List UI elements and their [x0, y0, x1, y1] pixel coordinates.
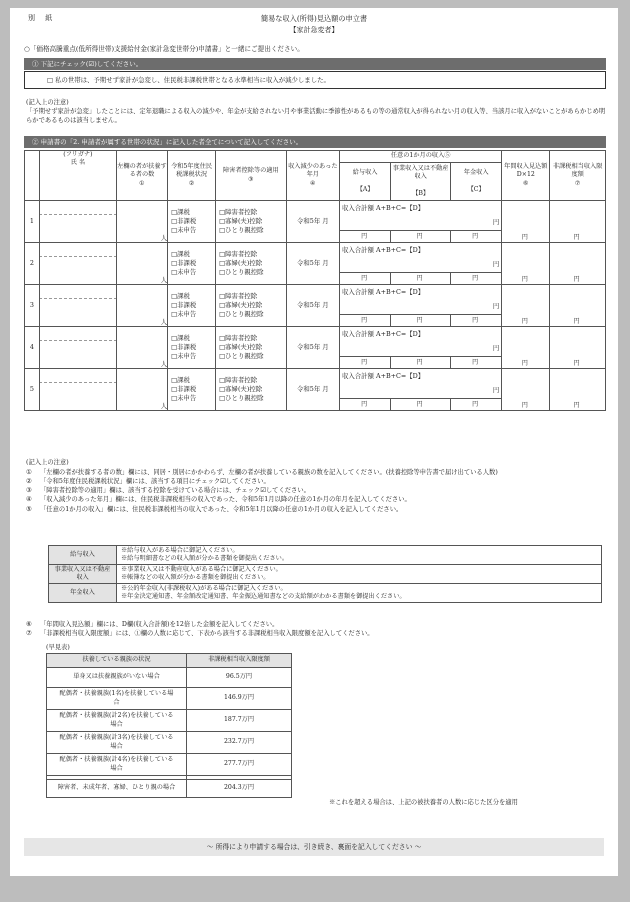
note-item — [26, 468, 608, 477]
nontax-limit-cell[interactable] — [550, 369, 606, 411]
status-cell: 配偶者・扶養親族(計4名)を扶養している場合 — [47, 754, 187, 776]
dependents-cell[interactable] — [116, 327, 167, 369]
notes2-list — [26, 468, 608, 514]
hdr-reduction-month: 収入減少のあった年月 ④ — [286, 151, 339, 201]
annual-estimate-cell[interactable] — [502, 327, 550, 369]
pension-income-cell[interactable] — [451, 399, 502, 411]
income-total-label: 収入合計額 A+B+C=【D】 — [342, 246, 425, 254]
table-row — [25, 327, 606, 357]
quick-ref-table — [46, 653, 292, 798]
hdr-monthly-income: 任意の1か月の収入⑤ — [340, 151, 502, 163]
income-total-cell[interactable] — [340, 243, 502, 273]
special-amount-cell: 204.3万円 — [187, 780, 292, 798]
tax-option-checkbox[interactable]: □未申告 — [171, 268, 197, 277]
deduction-option-checkbox[interactable]: □ひとり親控除 — [219, 352, 264, 361]
yen-unit: 円 — [361, 274, 368, 282]
pension-income-cell[interactable] — [451, 357, 502, 369]
table-row — [47, 668, 292, 688]
quick-ref-note: ※これを超える場合は、上記の被扶養者の人数に応じた区分を適用 — [329, 799, 518, 806]
tax-option-checkbox[interactable]: □非課税 — [171, 216, 197, 225]
yen-unit: 円 — [492, 302, 500, 311]
yen-unit: 円 — [573, 276, 580, 284]
note-text: 「任意の1か月の収入」欄には、住民税非課税相当の収入であった、令和5年1月以降の任意の1か月の収入を記入してください。 — [40, 505, 403, 513]
business-income-cell[interactable] — [391, 315, 451, 327]
income-total-label: 収入合計額 A+B+C=【D】 — [342, 372, 425, 380]
hdr-annual-estimate: 年間収入見込額 D×12 ⑥ — [502, 151, 550, 201]
family-emergency-checkbox[interactable]: □ 私の世帯は、予期せず家計が急変し、住民税非課税世帯となる水準相当に収入が減少しました。 — [47, 76, 330, 84]
tax-status-cell[interactable] — [168, 243, 216, 285]
note-text: 「令和5年度住民税課税状況」欄には、該当する項目にチェック☑してください。 — [40, 478, 270, 486]
intro-text: ○「価格高騰重点(低所得世帯)支援給付金(家計急変世帯分)申請書」と一緒にご提出ください。 — [24, 45, 304, 53]
desc-line: ※公的年金収入(非課税収入)がある場合に御記入ください。 — [121, 585, 287, 593]
amount-cell: 96.5万円 — [187, 668, 292, 688]
business-income-cell[interactable] — [391, 399, 451, 411]
name-cell[interactable] — [39, 327, 116, 369]
table-row — [47, 688, 292, 710]
note-item — [26, 486, 608, 495]
notes1-text: 「予期せず家計が急変」したことには、定年退職による収入の減少や、年金が支給されない月や事業活動に季節性があるもの等の通常収入が得られない月の収入等、当該月に収入がないことがあらかじめ明らかであるものは該当しません。 — [26, 108, 606, 125]
income-type-cell: 事業収入又は不動産収入 — [49, 565, 117, 584]
tax-option-checkbox[interactable]: □未申告 — [171, 226, 197, 235]
tax-option-checkbox[interactable]: □非課税 — [171, 384, 197, 393]
note-text: 「非課税相当収入限度額」には、①欄の人数に応じて、下表から該当する非課税相当収入限度額を記入してください。 — [40, 630, 374, 638]
tax-option-checkbox[interactable]: □課税 — [171, 291, 190, 300]
salary-income-cell[interactable] — [340, 315, 391, 327]
notes1-heading: (記入上の注意) — [26, 99, 69, 106]
yen-unit: 円 — [573, 402, 580, 410]
yen-unit: 円 — [521, 234, 528, 242]
tax-option-checkbox[interactable]: □非課税 — [171, 258, 197, 267]
yen-unit: 円 — [573, 318, 580, 326]
quick-ref-col-amount: 非課税相当収入限度額 — [187, 654, 292, 668]
tax-option-checkbox[interactable]: □未申告 — [171, 394, 197, 403]
note-item — [26, 505, 608, 514]
business-income-cell[interactable] — [391, 357, 451, 369]
section2-bar: ② 申請書の「2. 申請者が属する世帯の状況」に記入した者全てについて記入してください。 — [24, 136, 606, 148]
yen-unit: 円 — [492, 386, 500, 395]
status-cell: 配偶者・扶養親族(1名)を扶養している場合 — [47, 688, 187, 710]
deduction-option-checkbox[interactable]: □寡婦(夫)控除 — [219, 300, 263, 309]
person-unit: 人 — [160, 401, 168, 410]
yen-unit: 円 — [361, 400, 368, 408]
yen-unit: 円 — [416, 316, 423, 324]
section1-box — [24, 71, 606, 89]
notes3-list — [26, 620, 608, 638]
desc-line: ※事業収入又は不動産収入がある場合に御記入ください。 — [121, 566, 282, 574]
yen-unit: 円 — [521, 402, 528, 410]
status-cell: 単身又は扶養親族がいない場合 — [47, 668, 187, 688]
dependents-cell[interactable] — [116, 243, 167, 285]
income-type-desc — [117, 584, 602, 603]
annual-estimate-cell[interactable] — [502, 369, 550, 411]
name-cell[interactable] — [39, 243, 116, 285]
desc-line: ※年金決定通知書、年金額改定通知書、年金振込通知書などの支給額がわかる書類を御提出ください。 — [121, 593, 406, 601]
yen-unit: 円 — [521, 318, 528, 326]
note-number: ⑦ — [26, 630, 32, 638]
yen-unit: 円 — [361, 358, 368, 366]
tax-option-checkbox[interactable]: □未申告 — [171, 310, 197, 319]
tax-status-cell[interactable] — [168, 285, 216, 327]
amount-cell: 277.7万円 — [187, 754, 292, 776]
deduction-option-checkbox[interactable]: □寡婦(夫)控除 — [219, 258, 263, 267]
deduction-option-checkbox[interactable]: □ひとり親控除 — [219, 310, 264, 319]
table-row — [25, 243, 606, 273]
name-cell[interactable] — [39, 369, 116, 411]
row-number: 5 — [25, 369, 40, 411]
deduction-option-checkbox[interactable]: □寡婦(夫)控除 — [219, 216, 263, 225]
hdr-deductions: 障害者控除等の適用 ③ — [216, 151, 286, 201]
tax-status-cell[interactable] — [168, 369, 216, 411]
deduction-option-checkbox[interactable]: □ひとり親控除 — [219, 394, 264, 403]
row-number: 4 — [25, 327, 40, 369]
name-cell[interactable] — [39, 285, 116, 327]
yen-unit: 円 — [492, 260, 500, 269]
yen-unit: 円 — [361, 316, 368, 324]
hdr-pension: 年金収入 【C】 — [451, 163, 502, 201]
hdr-nontax-limit: 非課税相当収入限度額 ⑦ — [550, 151, 606, 201]
tax-option-checkbox[interactable]: □課税 — [171, 207, 190, 216]
note-number: ③ — [26, 487, 32, 495]
reduction-month-cell[interactable]: 令和5年 月 — [286, 369, 339, 411]
reduction-month-cell[interactable]: 令和5年 月 — [286, 327, 339, 369]
note-text: 「収入減少のあった年月」欄には、住民税非課税相当の収入であった、令和5年1月以降の任意の1か月の年月を記入してください。 — [40, 496, 411, 504]
deduction-option-checkbox[interactable]: □ひとり親控除 — [219, 226, 264, 235]
pension-income-cell[interactable] — [451, 273, 502, 285]
table-row — [25, 369, 606, 399]
deduction-cell[interactable] — [216, 369, 286, 411]
note-number: ④ — [26, 496, 32, 504]
note-number: ① — [26, 469, 32, 476]
person-unit: 人 — [160, 359, 168, 368]
salary-income-cell[interactable] — [340, 357, 391, 369]
table-row — [47, 780, 292, 798]
income-total-label: 収入合計額 A+B+C=【D】 — [342, 330, 425, 338]
row-number: 3 — [25, 285, 40, 327]
document-subtitle: 【家計急変者】 — [289, 26, 339, 34]
desc-line: ※帳簿などの収入額が分かる書類を御提出ください。 — [121, 574, 270, 582]
annual-estimate-cell[interactable] — [502, 201, 550, 243]
note-number: ⑤ — [26, 505, 32, 513]
hdr-salary: 給与収入 【A】 — [340, 163, 391, 201]
nontax-limit-cell[interactable] — [550, 243, 606, 285]
person-unit: 人 — [160, 233, 168, 242]
quick-ref-col-status: 扶養している親族の状況 — [47, 654, 187, 668]
yen-unit: 円 — [521, 360, 528, 368]
reduction-month-cell[interactable]: 令和5年 月 — [286, 243, 339, 285]
yen-unit: 円 — [472, 232, 479, 240]
yen-unit: 円 — [573, 234, 580, 242]
table-row — [49, 584, 602, 603]
yen-unit: 円 — [416, 232, 423, 240]
special-status-cell: 障害者、未成年者、寡婦、ひとり親の場合 — [47, 780, 187, 798]
income-total-label: 収入合計額 A+B+C=【D】 — [342, 204, 425, 212]
note-item — [26, 620, 608, 629]
hdr-tax-status: 令和5年度住民税課税状況 ② — [168, 151, 216, 201]
row-number: 1 — [25, 201, 40, 243]
nontax-limit-cell[interactable] — [550, 201, 606, 243]
notes2-heading: (記入上の注意) — [26, 459, 69, 466]
income-total-cell[interactable] — [340, 201, 502, 231]
dependents-cell[interactable] — [116, 201, 167, 243]
note-text: 「障害者控除等の適用」欄は、該当する控除を受けている場合には、チェック☑してください。 — [40, 487, 310, 495]
reduction-month-cell[interactable]: 令和5年 月 — [286, 285, 339, 327]
deduction-option-checkbox[interactable]: □寡婦(夫)控除 — [219, 342, 263, 351]
tax-option-checkbox[interactable]: □課税 — [171, 249, 190, 258]
note-text: 「年間収入見込額」欄には、D欄(収入合計額)を12倍した金額を記入してください。 — [40, 621, 279, 628]
yen-unit: 円 — [416, 358, 423, 366]
document-title: 簡易な収入(所得)見込額の申立書 — [260, 14, 368, 23]
deduction-option-checkbox[interactable]: □ひとり親控除 — [219, 268, 264, 277]
yen-unit: 円 — [492, 344, 500, 353]
dependents-cell[interactable] — [116, 369, 167, 411]
tax-status-cell[interactable] — [168, 201, 216, 243]
tax-option-checkbox[interactable]: □未申告 — [171, 352, 197, 361]
desc-line: ※給与明細書などの収入額が分かる書類を御提出ください。 — [121, 555, 289, 563]
table-row — [49, 565, 602, 584]
yen-unit: 円 — [492, 218, 500, 227]
note-item — [26, 629, 608, 638]
status-cell: 配偶者・扶養親族(計3名)を扶養している場合 — [47, 732, 187, 754]
annual-estimate-cell[interactable] — [502, 285, 550, 327]
hdr-dependents: 左欄の者が扶養する者の数 ① — [116, 151, 167, 201]
yen-unit: 円 — [472, 274, 479, 282]
name-cell[interactable] — [39, 201, 116, 243]
person-unit: 人 — [160, 317, 168, 326]
yen-unit: 円 — [521, 276, 528, 284]
income-type-desc — [117, 546, 602, 565]
table-row — [47, 754, 292, 776]
note-number: ⑥ — [26, 621, 32, 628]
income-type-table — [48, 545, 602, 603]
income-table — [24, 150, 606, 411]
person-unit: 人 — [160, 275, 168, 284]
income-total-cell[interactable] — [340, 369, 502, 399]
row-number: 2 — [25, 243, 40, 285]
yen-unit: 円 — [361, 232, 368, 240]
table-row — [47, 732, 292, 754]
tax-option-checkbox[interactable]: □非課税 — [171, 342, 197, 351]
tax-option-checkbox[interactable]: □非課税 — [171, 300, 197, 309]
amount-cell: 187.7万円 — [187, 710, 292, 732]
table-row — [25, 285, 606, 315]
income-type-desc — [117, 565, 602, 584]
deduction-option-checkbox[interactable]: □障害者控除 — [219, 333, 258, 342]
tax-option-checkbox[interactable]: □課税 — [171, 333, 190, 342]
income-total-label: 収入合計額 A+B+C=【D】 — [342, 288, 425, 296]
deduction-option-checkbox[interactable]: □障害者控除 — [219, 207, 258, 216]
yen-unit: 円 — [573, 360, 580, 368]
reduction-month-cell[interactable]: 令和5年 月 — [286, 201, 339, 243]
amount-cell: 146.9万円 — [187, 688, 292, 710]
tax-option-checkbox[interactable]: □課税 — [171, 375, 190, 384]
business-income-cell[interactable] — [391, 231, 451, 243]
deduction-option-checkbox[interactable]: □寡婦(夫)控除 — [219, 384, 263, 393]
pension-income-cell[interactable] — [451, 315, 502, 327]
note-item — [26, 477, 608, 486]
deduction-cell[interactable] — [216, 243, 286, 285]
hdr-business: 事業収入又は不動産収入 【B】 — [391, 163, 451, 201]
income-type-cell: 年金収入 — [49, 584, 117, 603]
deduction-cell[interactable] — [216, 201, 286, 243]
nontax-limit-cell[interactable] — [550, 327, 606, 369]
business-income-cell[interactable] — [391, 273, 451, 285]
table-row — [25, 201, 606, 231]
yen-unit: 円 — [416, 400, 423, 408]
table-row — [49, 546, 602, 565]
table-row — [47, 710, 292, 732]
income-total-cell[interactable] — [340, 285, 502, 315]
yen-unit: 円 — [472, 358, 479, 366]
status-cell: 配偶者・扶養親族(計2名)を扶養している場合 — [47, 710, 187, 732]
note-text: 「左欄の者が扶養する者の数」欄には、同居・別居にかかわらず、左欄の者が扶養している親族の数を記入してください。(扶養控除等申告書で届け出ている人数) — [40, 469, 498, 476]
desc-line: ※給与収入がある場合に御記入ください。 — [121, 547, 239, 554]
salary-income-cell[interactable] — [340, 273, 391, 285]
hdr-name: (フリガナ) 氏 名 — [39, 151, 116, 201]
attachment-label: 別 紙 — [28, 14, 57, 22]
deduction-cell[interactable] — [216, 285, 286, 327]
tax-status-cell[interactable] — [168, 327, 216, 369]
income-total-cell[interactable] — [340, 327, 502, 357]
note-item — [26, 495, 608, 504]
deduction-option-checkbox[interactable]: □障害者控除 — [219, 291, 258, 300]
section1-bar: ① 下記にチェック(☑)してください。 — [24, 58, 606, 70]
salary-income-cell[interactable] — [340, 399, 391, 411]
deduction-cell[interactable] — [216, 327, 286, 369]
dependents-cell[interactable] — [116, 285, 167, 327]
yen-unit: 円 — [472, 400, 479, 408]
table-header-row — [47, 654, 292, 668]
amount-cell: 232.7万円 — [187, 732, 292, 754]
deduction-option-checkbox[interactable]: □障害者控除 — [219, 375, 258, 384]
hdr-num — [25, 151, 40, 201]
quick-ref-label: (早見表) — [46, 644, 70, 651]
deduction-option-checkbox[interactable]: □障害者控除 — [219, 249, 258, 258]
annual-estimate-cell[interactable] — [502, 243, 550, 285]
note-number: ② — [26, 478, 32, 486]
pension-income-cell[interactable] — [451, 231, 502, 243]
yen-unit: 円 — [472, 316, 479, 324]
yen-unit: 円 — [416, 274, 423, 282]
document-page — [10, 8, 618, 876]
nontax-limit-cell[interactable] — [550, 285, 606, 327]
salary-income-cell[interactable] — [340, 231, 391, 243]
income-type-cell: 給与収入 — [49, 546, 117, 565]
footer-note: 〜 所得により申請する場合は、引き続き、裏面を記入してください 〜 — [24, 838, 604, 856]
